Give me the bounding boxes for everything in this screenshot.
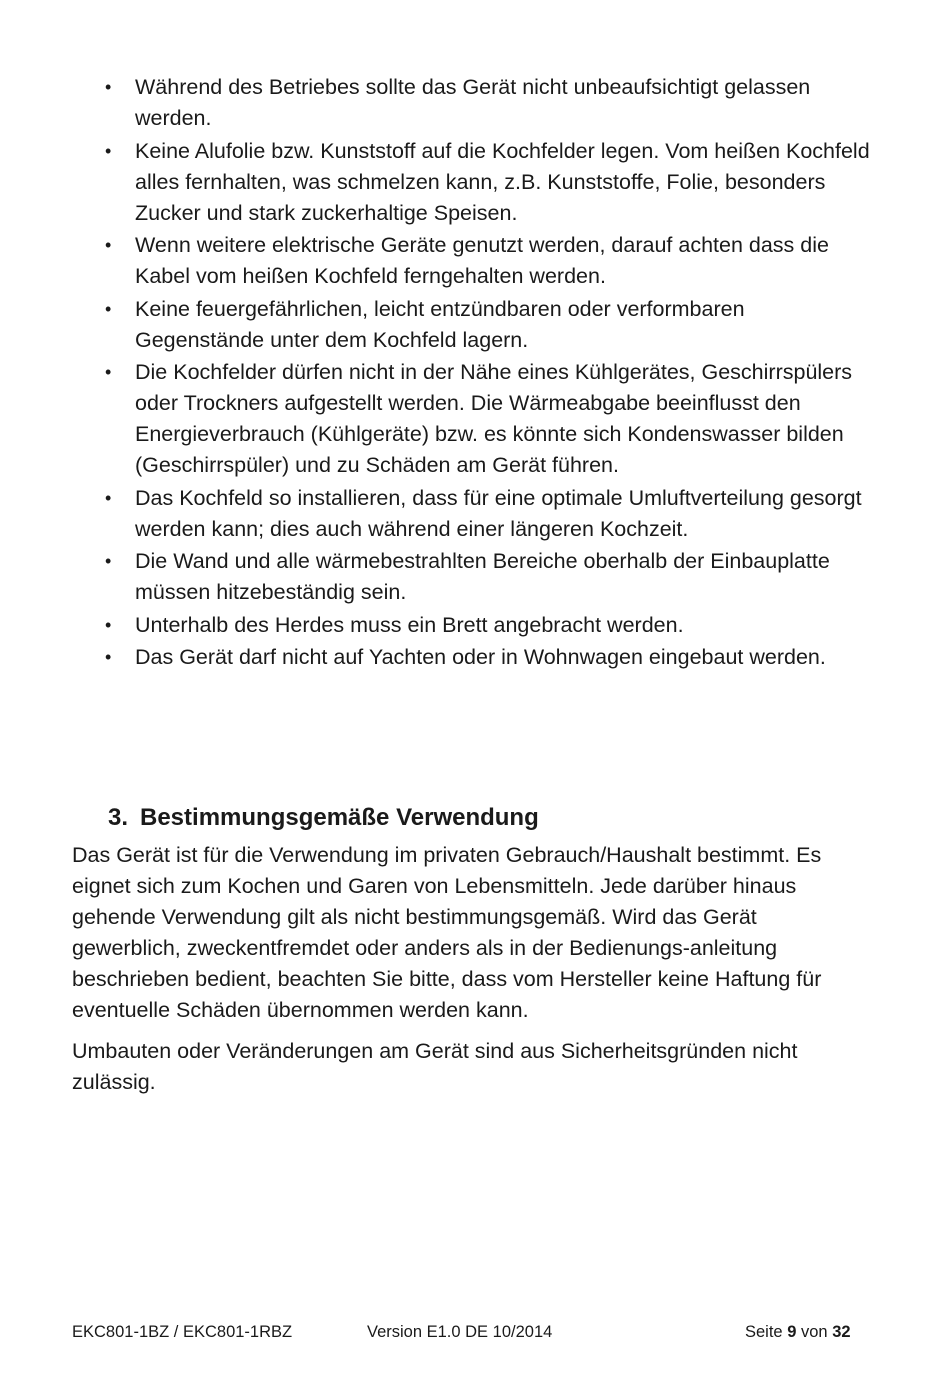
page-total: 32 (832, 1323, 851, 1341)
list-item-text: Wenn weitere elektrische Geräte genutzt werden, darauf achten dass die Kabel vom heißen Kochfeld ferngehalten werden. (135, 233, 829, 288)
list-item-text: Unterhalb des Herdes muss ein Brett angebracht werden. (135, 612, 684, 637)
list-item (72, 642, 872, 673)
page-prefix: Seite (745, 1323, 783, 1341)
footer-version: Version E1.0 DE 10/2014 (367, 1323, 553, 1341)
list-item (72, 230, 872, 292)
safety-bullet-list (72, 72, 872, 675)
list-item-text: Keine Alufolie bzw. Kunststoff auf die Kochfelder legen. Vom heißen Kochfeld alles fernhalten, was schmelzen kann, z.B. Kunststoffe, Folie, besonders Zucker und stark zuckerhaltige Speisen. (135, 138, 870, 225)
page-separator: von (800, 1323, 828, 1341)
bullet-icon: • (105, 140, 112, 161)
section-title: Bestimmungsgemäße Verwendung (140, 804, 539, 831)
bullet-icon: • (105, 362, 112, 382)
list-item (72, 483, 872, 545)
list-item-text: Das Kochfeld so installieren, dass für eine optimale Umluftverteilung gesorgt werden kann; dies auch während einer längeren Kochzeit. (135, 485, 862, 541)
bullet-icon: • (105, 298, 112, 319)
bullet-icon: • (105, 487, 112, 508)
bullet-icon: • (105, 77, 112, 97)
list-item-text: Keine feuergefährlichen, leicht entzündbaren oder verformbaren Gegenstände unter dem Kochfeld lagern. (135, 296, 745, 352)
bullet-icon: • (105, 647, 112, 667)
bullet-icon: • (105, 551, 112, 571)
footer-page-number (745, 1321, 851, 1343)
list-item (72, 72, 872, 134)
body-paragraph: Das Gerät ist für die Verwendung im privaten Gebrauch/Haushalt bestimmt. Es eignet sich zum Kochen und Garen von Lebensmitteln. Jede darüber hinaus gehende Verwendung gilt als nicht bestimmungsgemäß. Wird das Gerät gewerblich, zweckentfremdet oder anders als in der Bedienungs-anleitung beschrieben bedient, beachten Sie bitte, dass vom Hersteller keine Haftung für eventuelle Schäden übernommen werden kann. (72, 843, 822, 1022)
list-item-text: Während des Betriebes sollte das Gerät nicht unbeaufsichtigt gelassen werden. (135, 75, 811, 130)
bullet-icon: • (105, 614, 112, 635)
section-number: 3. (108, 804, 129, 831)
section-heading (108, 801, 539, 835)
list-item-text: Die Kochfelder dürfen nicht in der Nähe eines Kühlgerätes, Geschirrspülers oder Trockners aufgestellt werden. Die Wärmeabgabe beeinflusst den Energieverbrauch (Kühlgeräte) bzw. es könnte sich Kondenswasser bilden (Geschirrspüler) und zu Schäden am Gerät führen. (135, 360, 853, 477)
list-item (72, 136, 872, 229)
list-item-text: Die Wand und alle wärmebestrahlten Bereiche oberhalb der Einbauplatte müssen hitzebeständig sein. (135, 549, 830, 604)
list-item (72, 546, 872, 608)
list-item-text: Das Gerät darf nicht auf Yachten oder in Wohnwagen eingebaut werden. (135, 645, 826, 669)
list-item (72, 294, 872, 356)
list-item (72, 610, 872, 641)
bullet-icon: • (105, 235, 112, 255)
body-paragraph: Umbauten oder Veränderungen am Gerät sind aus Sicherheitsgründen nicht zulässig. (72, 1039, 798, 1094)
page-current: 9 (787, 1323, 797, 1341)
list-item (72, 357, 872, 481)
footer-model: EKC801-1BZ / EKC801-1RBZ (72, 1323, 293, 1341)
